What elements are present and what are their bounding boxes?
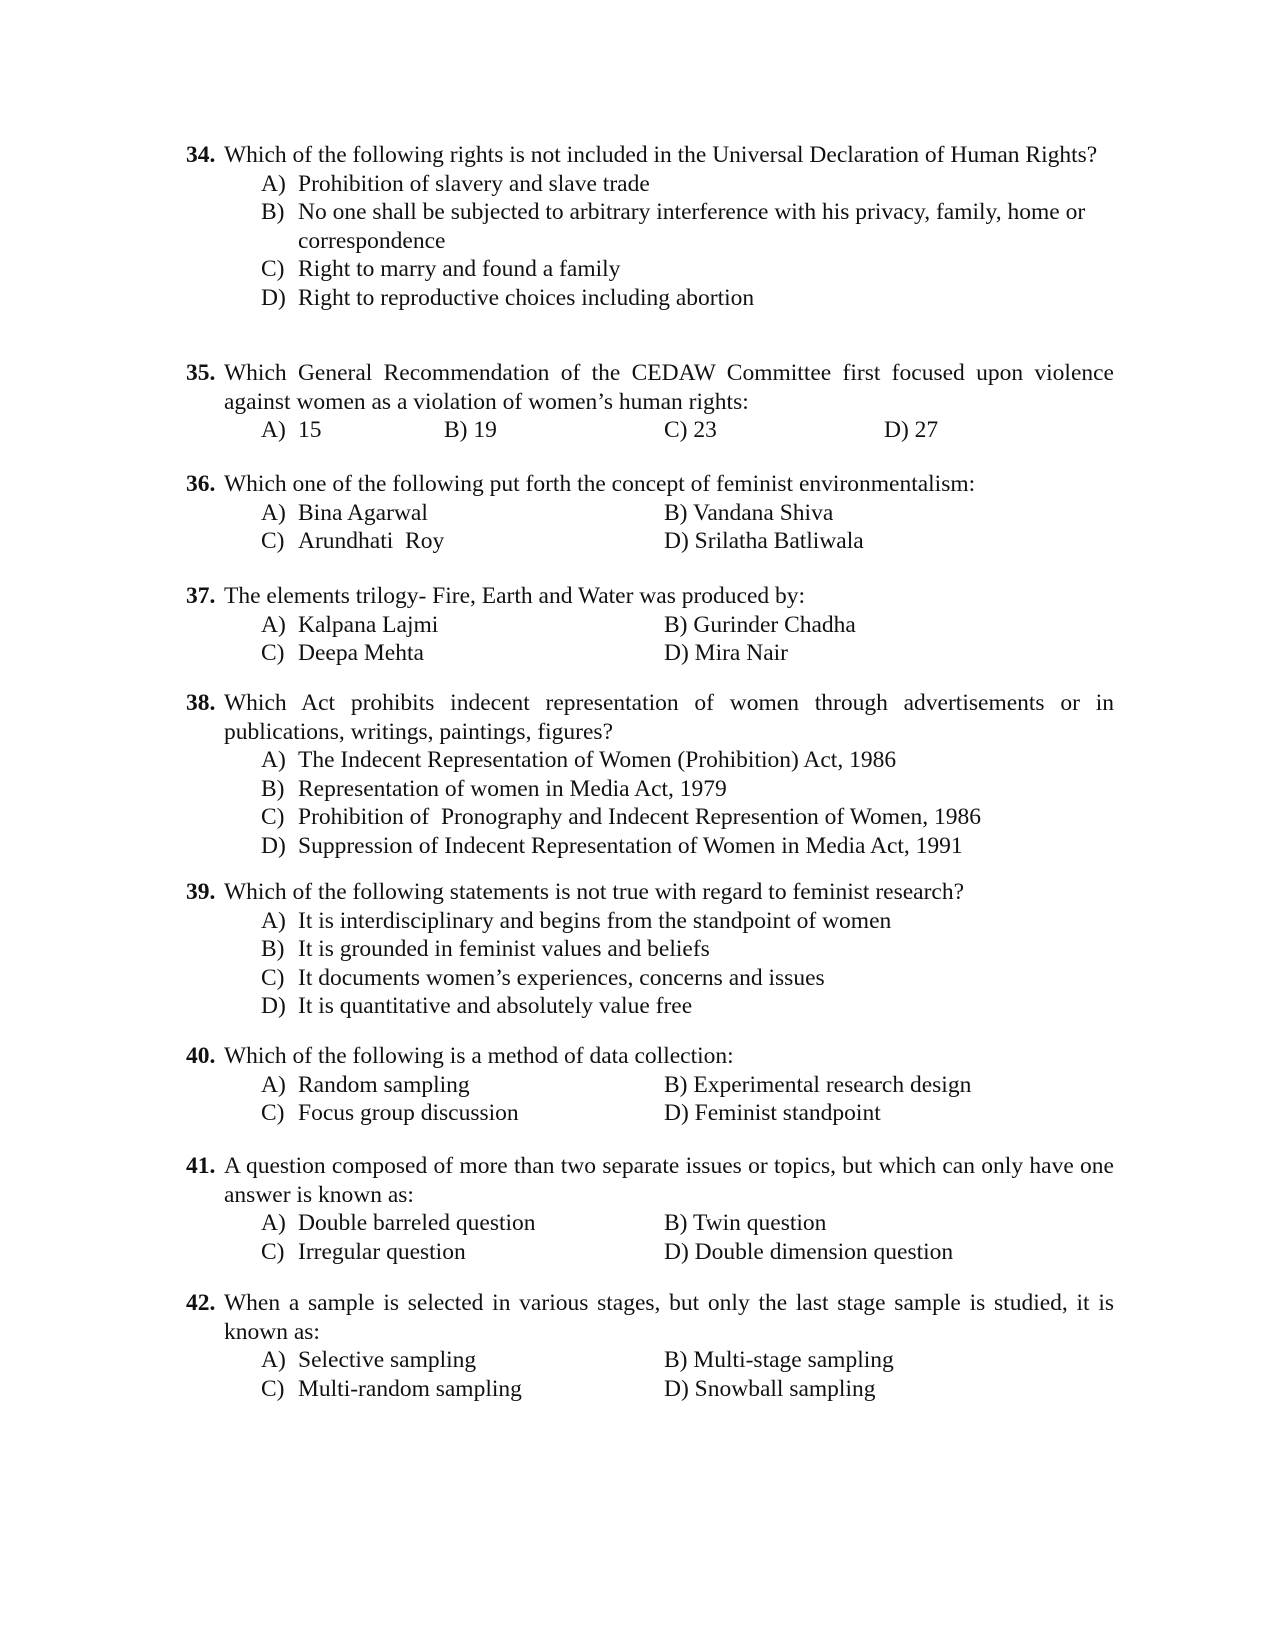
option-row (261, 1071, 1114, 1100)
option-letter: A) (261, 417, 286, 443)
option-letter: C) (261, 1100, 285, 1126)
question-text: Which General Recommendation of the CEDAW Committee first focused upon violence against women as a violation of women’s human rights: (224, 360, 1114, 415)
question-stem (186, 878, 1114, 907)
option-text: Representation of women in Media Act, 1979 (298, 775, 727, 802)
option-letter: C) (261, 256, 285, 282)
option-text: Arundhati Roy (298, 528, 445, 554)
question-37 (186, 582, 1114, 668)
question-text: Which of the following rights is not included in the Universal Declaration of Human Rights? (224, 142, 1098, 168)
option-text: Experimental research design (693, 1071, 972, 1098)
option-a (261, 907, 1114, 936)
question-40 (186, 1042, 1114, 1128)
option-d (664, 1238, 953, 1267)
question-34 (186, 141, 1114, 312)
option-list (261, 746, 1114, 860)
option-d (261, 992, 1114, 1021)
option-b (261, 198, 1114, 255)
option-letter: D) (884, 417, 909, 443)
option-letter: D) (664, 640, 689, 666)
question-text: Which of the following statements is not true with regard to feminist research? (224, 879, 965, 905)
option-text: It is interdisciplinary and begins from the standpoint of women (298, 907, 892, 934)
option-b (444, 416, 497, 445)
option-text: Deepa Mehta (298, 640, 424, 666)
question-text: The elements trilogy- Fire, Earth and Water was produced by: (224, 583, 806, 609)
option-c (261, 639, 424, 668)
option-row (261, 1099, 1114, 1128)
option-letter: D) (261, 284, 286, 311)
option-letter: D) (664, 528, 689, 554)
option-text: Double dimension question (694, 1238, 954, 1265)
option-row (261, 499, 1114, 528)
option-text: Random sampling (298, 1071, 470, 1098)
option-c (261, 1238, 466, 1267)
option-b (664, 499, 833, 528)
option-a (261, 611, 438, 640)
option-a (261, 499, 428, 528)
option-letter: B) (664, 1210, 688, 1236)
option-text: Prohibition of Pronography and Indecent Represention of Women, 1986 (298, 804, 981, 830)
option-c (664, 416, 717, 445)
option-text: Feminist standpoint (694, 1100, 881, 1126)
question-39 (186, 878, 1114, 1021)
option-text: Vandana Shiva (692, 499, 834, 526)
option-letter: A) (261, 1210, 286, 1236)
option-a (261, 170, 1114, 199)
question-stem (186, 141, 1114, 170)
question-text: When a sample is selected in various stages, but only the last stage sample is studied, it is known as: (224, 1290, 1114, 1345)
option-letter: C) (261, 640, 285, 666)
option-list (261, 170, 1114, 313)
question-number: 36. (186, 471, 216, 497)
option-text: It is quantitative and absolutely value free (298, 993, 693, 1019)
option-a (261, 1346, 476, 1375)
question-number: 41. (186, 1153, 216, 1179)
option-text: 27 (914, 417, 939, 443)
question-36 (186, 470, 1114, 556)
option-text: Kalpana Lajmi (298, 611, 439, 638)
question-number: 42. (186, 1290, 216, 1316)
option-row (261, 1209, 1114, 1238)
option-letter: C) (261, 964, 285, 991)
question-number: 39. (186, 879, 216, 905)
option-text: Irregular question (298, 1238, 466, 1265)
option-c (261, 1099, 519, 1128)
option-row (261, 527, 1114, 556)
option-text: 23 (693, 417, 717, 443)
question-text: A question composed of more than two separate issues or topics, but which can only have one answer is known as: (224, 1153, 1114, 1208)
question-35 (186, 359, 1114, 445)
option-letter: A) (261, 747, 286, 773)
question-number: 40. (186, 1043, 216, 1069)
option-d (664, 639, 788, 668)
option-text: Double barreled question (298, 1210, 536, 1236)
question-text: Which Act prohibits indecent representation of women through advertisements or in publications, writings, paintings, figures? (224, 690, 1114, 745)
question-41 (186, 1152, 1114, 1266)
option-a (261, 416, 322, 445)
option-text: Multi-stage sampling (693, 1347, 894, 1373)
option-c (261, 527, 444, 556)
option-text: Prohibition of slavery and slave trade (298, 170, 650, 197)
option-b (664, 1209, 826, 1238)
option-letter: D) (664, 1100, 689, 1126)
option-text: The Indecent Representation of Women (Prohibition) Act, 1986 (298, 747, 897, 773)
question-number: 34. (186, 142, 216, 168)
option-text: Suppression of Indecent Representation of Women in Media Act, 1991 (298, 832, 963, 859)
option-row (261, 1238, 1114, 1267)
option-text: Mira Nair (694, 640, 788, 666)
option-letter: A) (261, 170, 286, 197)
option-d (261, 284, 1114, 313)
option-text: Right to reproductive choices including abortion (298, 284, 755, 311)
question-42 (186, 1289, 1114, 1403)
option-letter: C) (664, 417, 688, 443)
question-text: Which one of the following put forth the concept of feminist environmentalism: (224, 471, 976, 497)
option-c (261, 964, 1114, 993)
option-text: Gurinder Chadha (693, 611, 856, 638)
question-stem (186, 470, 1114, 499)
option-text: 19 (473, 417, 497, 443)
option-letter: A) (261, 499, 286, 526)
option-text: It is grounded in feminist values and beliefs (298, 936, 710, 962)
option-row (261, 611, 1114, 640)
option-letter: B) (261, 775, 285, 802)
option-letter: C) (261, 804, 285, 830)
option-text: Right to marry and found a family (298, 256, 621, 282)
option-row (261, 1346, 1114, 1375)
option-text: Selective sampling (298, 1347, 477, 1373)
option-text: No one shall be subjected to arbitrary interference with his privacy, family, home or correspondence (298, 199, 1086, 254)
question-stem (186, 1042, 1114, 1071)
option-c (261, 255, 1114, 284)
option-c (261, 803, 1114, 832)
question-stem (186, 582, 1114, 611)
option-letter: B) (664, 499, 688, 526)
option-letter: B) (444, 417, 468, 443)
question-stem (186, 1152, 1114, 1209)
option-letter: D) (261, 993, 286, 1019)
option-letter: B) (664, 1347, 688, 1373)
option-letter: A) (261, 1347, 286, 1373)
option-letter: B) (261, 199, 285, 225)
option-text: Srilatha Batliwala (694, 528, 864, 554)
option-letter: D) (664, 1375, 689, 1402)
option-d (261, 832, 1114, 861)
option-text: Multi-random sampling (298, 1375, 522, 1402)
option-c (261, 1375, 522, 1404)
option-b (261, 775, 1114, 804)
option-letter: C) (261, 528, 285, 554)
option-d (664, 1099, 881, 1128)
question-stem (186, 1289, 1114, 1346)
option-list (261, 907, 1114, 1021)
option-text: Bina Agarwal (298, 499, 428, 526)
option-letter: B) (664, 611, 688, 638)
question-number: 38. (186, 690, 216, 716)
option-letter: B) (664, 1071, 688, 1098)
option-letter: A) (261, 611, 286, 638)
option-letter: C) (261, 1238, 285, 1265)
question-number: 37. (186, 583, 216, 609)
option-letter: A) (261, 1071, 286, 1098)
option-letter: C) (261, 1375, 285, 1402)
question-text: Which of the following is a method of data collection: (224, 1043, 734, 1069)
option-text: It documents women’s experiences, concerns and issues (298, 964, 825, 991)
option-a (261, 1209, 536, 1238)
option-letter: D) (261, 832, 286, 859)
question-number: 35. (186, 360, 216, 386)
option-a (261, 746, 1114, 775)
question-stem (186, 689, 1114, 746)
option-b (664, 1346, 894, 1375)
option-b (664, 611, 856, 640)
option-d (664, 527, 864, 556)
option-letter: A) (261, 907, 286, 934)
option-b (664, 1071, 971, 1100)
option-text: Snowball sampling (694, 1375, 876, 1402)
option-d (884, 416, 938, 445)
option-row (261, 416, 1114, 445)
option-row (261, 1375, 1114, 1404)
option-d (664, 1375, 876, 1404)
option-b (261, 935, 1114, 964)
option-text: Focus group discussion (298, 1100, 519, 1126)
option-row (261, 639, 1114, 668)
option-text: Twin question (692, 1210, 827, 1236)
question-38 (186, 689, 1114, 860)
option-letter: B) (261, 936, 285, 962)
question-stem (186, 359, 1114, 416)
option-letter: D) (664, 1238, 689, 1265)
option-a (261, 1071, 470, 1100)
option-text: 15 (298, 417, 322, 443)
